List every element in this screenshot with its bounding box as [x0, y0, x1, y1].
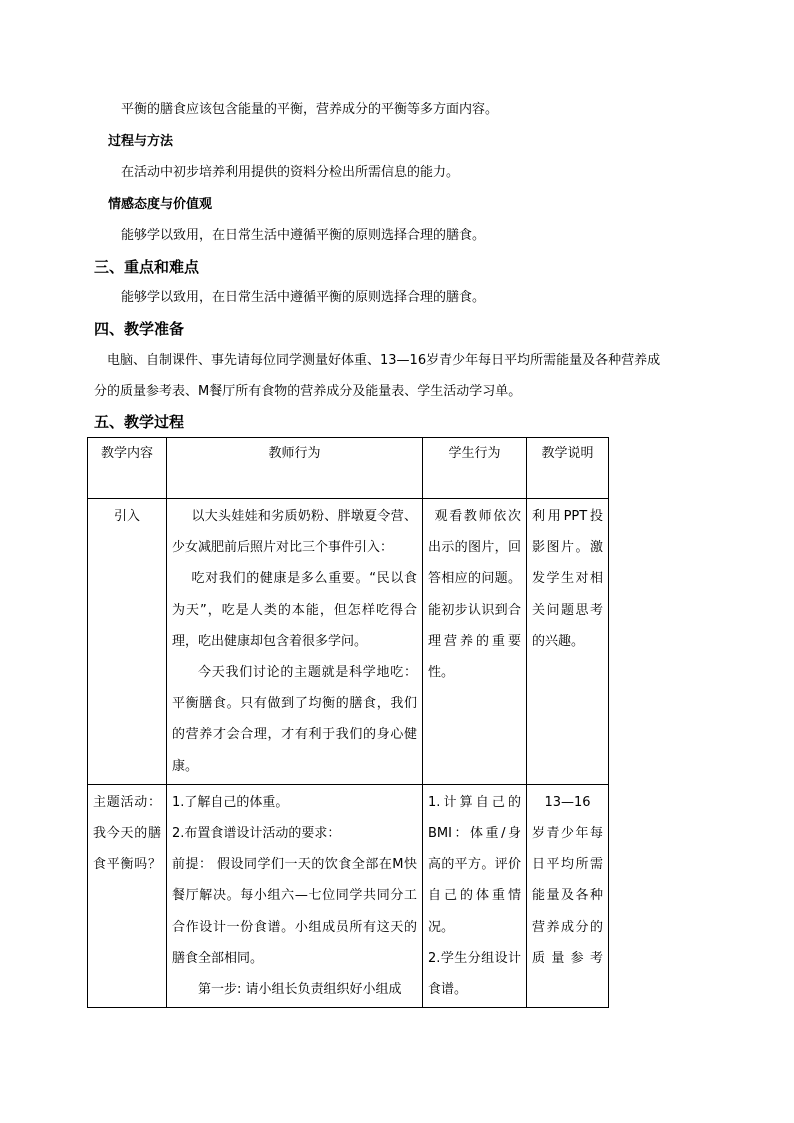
- row2-teacher: [167, 784, 423, 1007]
- heading-preparation: 四、教学准备: [94, 320, 185, 338]
- row2-teacher-item2: 2.布置食谱设计活动的要求：: [172, 826, 341, 842]
- row1-teacher-para3: 今天我们讨论的主题就是科学地吃：平衡膳食。只有做到了均衡的膳食，我们的营养才会合理，才有利于我们的身心健康。: [172, 665, 417, 774]
- objective-text-balance: 平衡的膳食应该包含能量的平衡，营养成分的平衡等多方面内容。: [121, 102, 499, 117]
- header-note: 教学说明: [527, 438, 609, 499]
- teaching-process-table: [87, 437, 609, 1008]
- table-row: [88, 784, 609, 1007]
- objective-text-process: 在活动中初步培养利用提供的资料分检出所需信息的能力。: [121, 165, 460, 180]
- row2-student-item2: 2.学生分组设计食谱。: [428, 950, 521, 998]
- row1-student: 观看教师依次出示的图片，回答相应的问题。能初步认识到合理营养的重要性。: [423, 499, 527, 785]
- table-header-row: [88, 438, 609, 499]
- row2-content: 主题活动：我今天的膳食平衡吗？: [88, 784, 167, 1007]
- header-teacher: 教师行为: [167, 438, 423, 499]
- row2-teacher-premise: 前提： 假设同学们一天的饮食全部在M快餐厅解决。每小组六—七位同学共同分工合作设计一份食谱。小组成员所有这天的膳食全部相同。: [172, 857, 417, 966]
- key-points-text: 能够学以致用，在日常生活中遵循平衡的原则选择合理的膳食。: [121, 290, 486, 305]
- row2-teacher-step1: 第一步: 请小组长负责组织好小组成: [198, 982, 402, 998]
- heading-key-points: 三、重点和难点: [94, 258, 200, 276]
- row1-content: 引入: [88, 499, 167, 785]
- preparation-text-line1: 电脑、自制课件、事先请每位同学测量好体重、13—16岁青少年每日平均所需能量及各种营养成: [107, 353, 661, 368]
- row2-student-item1: 1.计算自己的BMI：体重/身高的平方。评价自己的体重情况。: [428, 794, 521, 935]
- objective-text-emotion: 能够学以致用，在日常生活中遵循平衡的原则选择合理的膳食。: [121, 228, 486, 243]
- row2-student: [423, 784, 527, 1007]
- table-row: [88, 499, 609, 785]
- row1-teacher-para2: 吃对我们的健康是多么重要。“民以食为天”，吃是人类的本能，但怎样吃得合理，吃出健康却包含着很多学问。: [172, 571, 417, 649]
- row1-teacher-para1: 以大头娃娃和劣质奶粉、胖墩夏令营、少女减肥前后照片对比三个事件引入：: [172, 509, 417, 556]
- heading-process-method: 过程与方法: [108, 134, 174, 149]
- header-student: 学生行为: [423, 438, 527, 499]
- row1-note: 利用PPT投影图片。激发学生对相关问题思考的兴趣。: [527, 499, 609, 785]
- preparation-text-line2: 分的质量参考表、M餐厅所有食物的营养成分及能量表、学生活动学习单。: [94, 384, 522, 399]
- header-content: 教学内容: [88, 438, 167, 499]
- row2-note: 13—16 岁青少年每日平均所需能量及各种营养成分的质量参考: [527, 784, 609, 1007]
- heading-emotion-values: 情感态度与价值观: [108, 197, 213, 212]
- row2-teacher-item1: 1.了解自己的体重。: [172, 794, 289, 810]
- row1-teacher: [167, 499, 423, 785]
- heading-teaching-process: 五、教学过程: [94, 413, 185, 431]
